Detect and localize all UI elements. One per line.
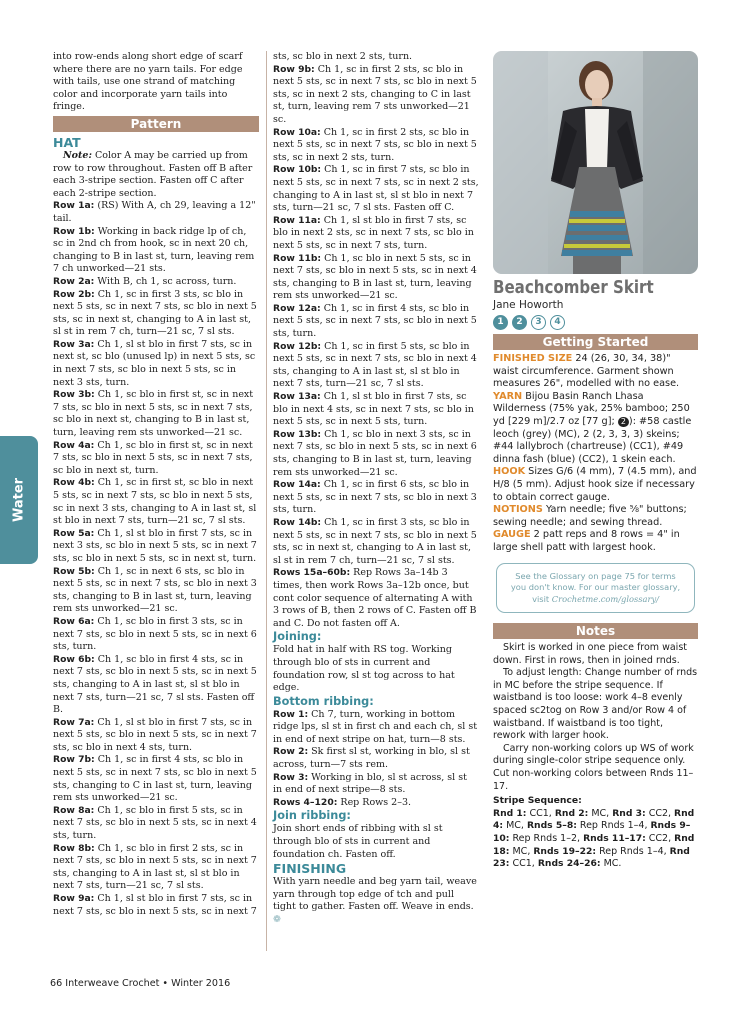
stripe-rnd-color: CC1, (526, 807, 555, 819)
instruction-row-text: Ch 1, sc in first 2 sts, sc blo in next 5 sts, sc in next 7 sts, sc blo in next 5 sts, sc in next 2 sts, turn. (273, 126, 477, 163)
instruction-row-text: Ch 1, sl st blo in first 7 sts, sc in next st, sc blo (unused lp) in next 5 sts, sc in next 7 sts, sc blo in next 5 sts, sc in next 3 sts, turn. (53, 338, 256, 388)
instruction-row-text: Ch 1, sl st blo in first 7 sts, sc in next 7 sts, sc blo in next 5 sts, sc in next 7 (53, 893, 257, 917)
instruction-row-text: Ch 1, sc blo in first 3 sts, sc in next 7 sts, sc blo in next 5 sts, sc in next 6 sts, turn. (53, 615, 257, 653)
stripe-rnd-label: Rnds 19–22: (533, 845, 597, 857)
stripe-rnd-label: Rnd 1: (493, 807, 527, 819)
note-text: Color A may be carried up from row to row throughout. Fasten off B after each 3-stripe section. Fasten off C after each 2-stripe section. (53, 149, 253, 199)
getting-started-banner: Getting Started (493, 334, 698, 350)
stripe-rnd-label: Rnd 2: (554, 807, 589, 819)
instruction-row-text: Ch 1, sl st blo in first 7 sts, sc in next 5 sts, sc blo in next 5 sts, sc in next 7 sts, sc blo in next 4 sts, turn. (53, 716, 257, 753)
ribbing-row-label: Row 1: (273, 708, 309, 720)
instruction-row-text: Ch 1, sc in first 4 sts, sc blo in next 5 sts, sc in next 7 sts, sc blo in next 5 sts, changing to C in last st, turn, leaving rem sts unworked—21 sc. (53, 754, 257, 804)
instruction-row (273, 64, 479, 127)
instruction-row (273, 429, 479, 479)
end-mark-icon: ❁ (273, 914, 281, 925)
stripe-title: Stripe Sequence: (493, 795, 582, 807)
gauge-label: GAUGE (493, 529, 531, 541)
ribbing-row-text: Working in blo, sl st across, sl st in end of next stripe—8 sts. (273, 771, 467, 796)
instruction-row (273, 517, 479, 567)
yarn-info (493, 391, 698, 467)
instruction-row (53, 440, 259, 478)
instruction-row (53, 805, 259, 843)
instruction-row (53, 200, 259, 225)
instruction-row-label: Row 10a: (273, 126, 321, 138)
instruction-row (273, 303, 479, 341)
yarn-text-b: ): #58 castle leoch (grey) (MC), 2 (2, 3, 3, 3) skeins; #44 lallybroch (chartreuse) (CC1), #49 dinna fash (blue) (CC2), 1 skein each. (493, 415, 692, 465)
instruction-row-label: Row 7a: (53, 716, 95, 728)
instruction-row-text: Ch 1, sc in next 6 sts, sc blo in next 5 sts, sc in next 7 sts, sc blo in next 3 sts, changing to B in last st, turn, leaving rem sts unworked—21 sc. (53, 565, 257, 615)
instruction-row (273, 341, 479, 391)
instruction-row-label: Row 5a: (53, 527, 95, 539)
finishing-body: With yarn needle and beg yarn tail, weave yarn through top edge of tch and pull tight to gather. Fasten off. Weave in ends. (273, 876, 477, 913)
column-divider (266, 51, 267, 951)
instruction-row (53, 528, 259, 566)
note-paragraph: To adjust length: Change number of rnds in MC before the stripe sequence. If waistband is too loose: work 4–8 evenly spaced sc2tog on Row 3 and/or Row 4 of waistband. If waistband is too tight, rework with larger hook. (493, 667, 698, 742)
stripe-rnd-color: Rep Rnds 1–2, (509, 832, 584, 844)
instruction-row-label: Row 11a: (273, 214, 321, 226)
instruction-row-label: Row 5b: (53, 565, 95, 577)
instruction-row-label: Row 14b: (273, 516, 322, 528)
instruction-row-label: Row 6a: (53, 615, 95, 627)
stripe-rnd-color: Rep Rnds 1–4, (576, 820, 651, 832)
instruction-row-text: Ch 1, sc in first 4 sts, sc blo in next 5 sts, sc in next 7 sts, sc blo in next 5 sts, turn. (273, 302, 477, 340)
instruction-row-label: Row 3b: (53, 389, 95, 401)
instruction-row (53, 616, 259, 654)
skill-level-2-icon: 2 (512, 315, 527, 330)
stripe-rnd-label: Rnds 11–17: (583, 832, 646, 844)
instruction-row-label: Row 8a: (53, 804, 95, 816)
gauge-info (493, 529, 698, 554)
stripe-rnd-color: CC1, (509, 858, 538, 870)
instruction-row (53, 389, 259, 439)
instruction-row (53, 289, 259, 339)
instruction-row-text: Ch 1, sc in first 2 sts, sc blo in next 5 sts, sc in next 7 sts, sc blo in next 5 sts, sc in next 2 sts, changing to C in last st, turn, leaving rem 7 sts unworked—21 sc. (273, 63, 477, 125)
stripe-rnd-color: MC, (588, 807, 613, 819)
stripe-rnd-label: Rnds 5–8: (526, 820, 577, 832)
hat-note (53, 150, 259, 200)
stripe-sequence (493, 808, 698, 871)
instruction-row (53, 717, 259, 755)
notions-label: NOTIONS (493, 504, 543, 516)
ribbing-row (273, 797, 479, 810)
glossary-callout (496, 563, 695, 614)
instruction-row-text: Ch 1, sc blo in first st, sc in next 7 sts, sc blo in next 5 sts, sc in next 7 sts, sc blo in next st, turn. (53, 439, 253, 476)
joining-text: Fold hat in half with RS tog. Working through blo of sts in current and foundation row, sl st tog across to hat edge. (273, 644, 455, 694)
instruction-row-label: Row 8b: (53, 842, 95, 854)
instruction-row (53, 754, 259, 804)
glossary-text: See the Glossary on page 75 for terms you don't know. For our master glossary, visit (510, 570, 681, 604)
hook-info (493, 466, 698, 504)
stripe-rnd-label: Rnds 9–10: (493, 820, 691, 844)
instruction-row (53, 226, 259, 276)
note-paragraph: Skirt is worked in one piece from waist down. First in rows, then in joined rnds. (493, 642, 687, 666)
glossary-link[interactable]: Crochetme.com/glossary/ (551, 593, 659, 604)
note-label: Note: (63, 149, 92, 161)
instruction-row-text: With B, ch 1, sc across, turn. (94, 275, 237, 287)
continued-text: sts, sc blo in next 2 sts, turn. (273, 51, 413, 62)
bottom-ribbing-heading: Bottom ribbing: (273, 694, 374, 708)
yarn-text-a: Bijou Basin Ranch Lhasa Wilderness (75% yak, 25% bamboo; 250 yd [229 m]/2.7 oz [77 g]; (493, 390, 690, 427)
hook-label: HOOK (493, 466, 526, 478)
instruction-row-label: Row 13b: (273, 428, 322, 440)
notes-banner: Notes (493, 623, 698, 639)
skirt-photo (493, 51, 698, 274)
stripe-rnd-label: Rnd 4: (493, 807, 695, 832)
finished-size-label: FINISHED SIZE (493, 353, 573, 364)
instruction-row (273, 253, 479, 303)
ribbing-row (273, 772, 479, 797)
instruction-row (53, 339, 259, 389)
hat-rows (53, 200, 259, 918)
side-tab-label: Water (11, 477, 27, 523)
model-illustration (493, 51, 698, 274)
instruction-row-text: Ch 1, sc blo in first 2 sts, sc in next 7 sts, sc blo in next 5 sts, sc in next 7 sts, changing to A in last st, sl st blo in next 7 sts, turn—21 sc, 7 sl sts. (53, 842, 257, 892)
instruction-row-label: Row 10b: (273, 164, 322, 176)
finishing-heading: FINISHING (273, 861, 347, 877)
instruction-row-text: Ch 1, sc in first st, sc blo in next 5 sts, sc in next 7 sts, sc blo in next 5 sts, sc in next 3 sts, changing to A in last st, sl st blo in next 7 sts, turn—21 sc, 7 sl sts. (53, 477, 257, 527)
instruction-row-text: Ch 1, sl st blo in first 7 sts, sc in next 3 sts, sc blo in next 5 sts, sc in next 7 sts, sc blo in next 5 sts, sc in next st, turn. (53, 527, 257, 564)
finishing-text (273, 876, 479, 926)
ribbing-row-text: Ch 7, turn, working in bottom ridge lps, sl st in first ch and each ch, sl st in end of next stripe on hat, turn—8 sts. (273, 708, 478, 745)
instruction-row-text: Ch 1, sc blo in next 5 sts, sc in next 7 sts, sc blo in next 5 sts, sc in next 4 sts, changing to B in last st, turn, leaving rem sts unworked—21 sc. (273, 252, 477, 302)
instruction-row-label: Row 1a: (53, 200, 95, 212)
instruction-row-text: Ch 1, sc blo in first 5 sts, sc in next 7 sts, sc blo in next 5 sts, sc in next 4 sts, turn. (53, 804, 257, 842)
ribbing-row-label: Row 2: (273, 746, 309, 758)
instruction-row (273, 479, 479, 517)
pattern-title: Beachcomber Skirt (493, 278, 654, 298)
joining-heading: Joining: (273, 630, 322, 644)
finished-size (493, 353, 698, 391)
instruction-row-label: Row 4a: (53, 439, 95, 451)
instruction-row-label: Row 9a: (53, 893, 95, 904)
stripe-rnd-label: Rnd 18: (493, 832, 695, 857)
instruction-row-label: Row 12a: (273, 302, 321, 314)
instruction-row (273, 391, 479, 429)
instruction-row-text: Ch 1, sc in first 7 sts, sc blo in next 5 sts, sc in next 7 sts, sc in next 2 sts, changing to A in last st, sl st blo in next 7 sts, turn—21 sc, 7 sl sts. Fasten off C. (273, 164, 479, 214)
stripe-rnd-color: MC, (503, 820, 527, 832)
intro-text: into row-ends along short edge of scarf where there are no yarn tails. For edge with tails, use one strand of matching color and incorporate yarn tails into fringe. (53, 51, 243, 113)
instruction-row-text: (RS) With A, ch 29, leaving a 12" tail. (53, 200, 256, 224)
instruction-row-text: Ch 1, sc in first 6 sts, sc blo in next 5 sts, sc in next 7 sts, sc blo in next 3 sts, turn. (273, 479, 477, 516)
instruction-row-text: Ch 1, sl st blo in first 7 sts, sc blo in next 4 sts, sc in next 7 sts, sc blo in next 5 sts, sc in next 5 sts, turn. (273, 391, 474, 428)
stripe-rnd-color: MC. (600, 858, 622, 870)
instruction-row-text: Ch 1, sc in first 3 sts, sc blo in next 5 sts, sc in next 7 sts, sc blo in next 5 sts, sc in next st, changing to A in last st, sl st in rem 7 ch, turn—21 sc, 7 sl sts. (53, 288, 257, 338)
hat-heading: HAT (53, 134, 81, 150)
stripe-rnd-color: Rep Rnds 1–4, (596, 845, 670, 857)
yarn-weight-icon: 2 (618, 417, 629, 427)
instruction-row (53, 477, 259, 527)
skill-level-4-icon: 4 (550, 315, 565, 330)
instruction-row (273, 127, 479, 165)
instruction-row (53, 893, 259, 918)
getting-started-body (493, 353, 698, 555)
ribbing-row (273, 709, 479, 747)
instruction-row-label: Row 9b: (273, 63, 315, 75)
ribbing-row-label: Rows 4–120: (273, 796, 338, 808)
ribbing-row (273, 746, 479, 771)
pattern-banner: Pattern (53, 116, 259, 132)
instruction-row (273, 164, 479, 214)
stripe-heading (493, 795, 698, 808)
stripe-rnd-color: CC2, (645, 807, 675, 819)
column-right (493, 51, 698, 871)
column-middle (273, 51, 479, 927)
instruction-row-label: Row 4b: (53, 477, 95, 489)
skill-level-icons (493, 315, 698, 330)
note-paragraph: Carry non-working colors up WS of work during single-color stripe sequence only. Cut non-working colors between Rnds 11–17. (493, 742, 694, 792)
instruction-row-text: Working in back ridge lp of ch, sc in 2nd ch from hook, sc in next 20 ch, changing to B in last st, turn, leaving rem 7 ch unworked—21 sts. (53, 225, 255, 275)
column-left (53, 51, 259, 918)
skill-level-3-icon: 3 (531, 315, 546, 330)
page-footer: 66 Interweave Crochet • Winter 2016 (50, 978, 231, 989)
instruction-row-label: Row 11b: (273, 252, 322, 264)
instruction-row-text: Rep Rows 3a–14b 3 times, then work Rows 3a–12b once, but cont color sequence of alternating A with 3 rows of B, then 2 rows of C. Fasten off B and C. Do not fasten off A. (273, 567, 477, 629)
instruction-row-label: Row 7b: (53, 754, 95, 766)
ribbing-row-text: Sk first sl st, working in blo, sl st across, turn—7 sts rem. (273, 746, 470, 771)
stripe-rnd-color: CC2, (645, 832, 675, 844)
join-ribbing-heading: Join ribbing: (273, 809, 351, 823)
bottom-ribbing-rows (273, 709, 479, 810)
instruction-row (53, 566, 259, 616)
ribbing-row-text: Rep Rows 2–3. (337, 796, 412, 808)
instruction-row-text: Ch 1, sc blo in first 4 sts, sc in next 7 sts, sc blo in next 5 sts, sc in next 5 sts, changing to A in last st, sl st blo in next 7 sts, turn—21 sc, 7 sl sts. Fasten off B. (53, 653, 257, 716)
instruction-row-text: Ch 1, sc blo in first st, sc in next 7 sts, sc blo in next 5 sts, sc in next 7 sts, sc blo in next st, changing to B in last st, turn, leaving rem sts unworked—21 sc. (53, 389, 254, 439)
instruction-row-label: Row 14a: (273, 479, 321, 491)
instruction-row-text: Ch 1, sl st blo in first 7 sts, sc blo in next 2 sts, sc in next 7 sts, sc blo in next 5 sts, sc in next 7 sts, turn. (273, 214, 474, 251)
instruction-row-label: Row 12b: (273, 340, 322, 352)
instruction-row-label: Row 3a: (53, 338, 95, 350)
instruction-row-label: Row 13a: (273, 391, 321, 403)
skill-level-1-icon: 1 (493, 315, 508, 330)
instruction-row (273, 567, 479, 630)
instruction-row-label: Row 1b: (53, 225, 95, 237)
instruction-row (53, 843, 259, 893)
instruction-row (53, 276, 259, 289)
notions-info (493, 504, 698, 529)
instruction-row-label: Rows 15a–60b: (273, 567, 351, 579)
stripe-rnd-color: MC, (509, 845, 534, 857)
yarn-label: YARN (493, 390, 523, 402)
instruction-row-label: Row 2a: (53, 275, 95, 287)
stripe-rnd-label: Rnds 24–26: (537, 858, 601, 870)
instruction-row-label: Row 6b: (53, 653, 95, 665)
instruction-row (53, 654, 259, 717)
notions-text: Yarn needle; five ⅝" buttons; sewing needle; and sewing thread. (493, 504, 687, 528)
finished-size-text: 24 (26, 30, 34, 38)" waist circumference. Garment shown measures 26", modelled with no ease. (493, 353, 680, 390)
designer-name: Jane Howorth (493, 299, 564, 311)
stripe-rnd-label: Rnd 23: (493, 845, 690, 870)
stripe-rnd-label: Rnd 3: (612, 807, 646, 819)
ribbing-row-label: Row 3: (273, 771, 309, 783)
instruction-row-text: Ch 1, sc in first 5 sts, sc blo in next 5 sts, sc in next 7 sts, sc blo in next 4 sts, changing to A in last st, sl st blo in next 7 sts, turn—21 sc, 7 sl sts. (273, 340, 477, 390)
instruction-row-label: Row 2b: (53, 288, 95, 300)
gauge-text: 2 patt reps and 8 rows = 4" in large shell patt with largest hook. (493, 529, 680, 553)
instruction-row-text: Ch 1, sc blo in next 3 sts, sc in next 7 sts, sc blo in next 5 sts, sc in next 6 sts, changing to B in last st, turn, leaving rem sts unworked—21 sc. (273, 428, 477, 478)
section-side-tab (0, 436, 38, 564)
join-ribbing-text: Join short ends of ribbing with sl st through blo of sts in current and foundation ch. Fasten off. (273, 823, 443, 860)
notes-body (493, 642, 698, 793)
instruction-row (273, 215, 479, 253)
hat-rows-cont (273, 64, 479, 631)
hook-text: Sizes G/6 (4 mm), 7 (4.5 mm), and H/8 (5 mm). Adjust hook size if necessary to obtain correct gauge. (493, 466, 697, 503)
instruction-row-text: Ch 1, sc in first 3 sts, sc blo in next 5 sts, sc in next 7 sts, sc blo in next 5 sts, sc in next st, changing to A in last st, sl st in rem 7 ch, turn—21 sc, 7 sl sts. (273, 516, 477, 566)
